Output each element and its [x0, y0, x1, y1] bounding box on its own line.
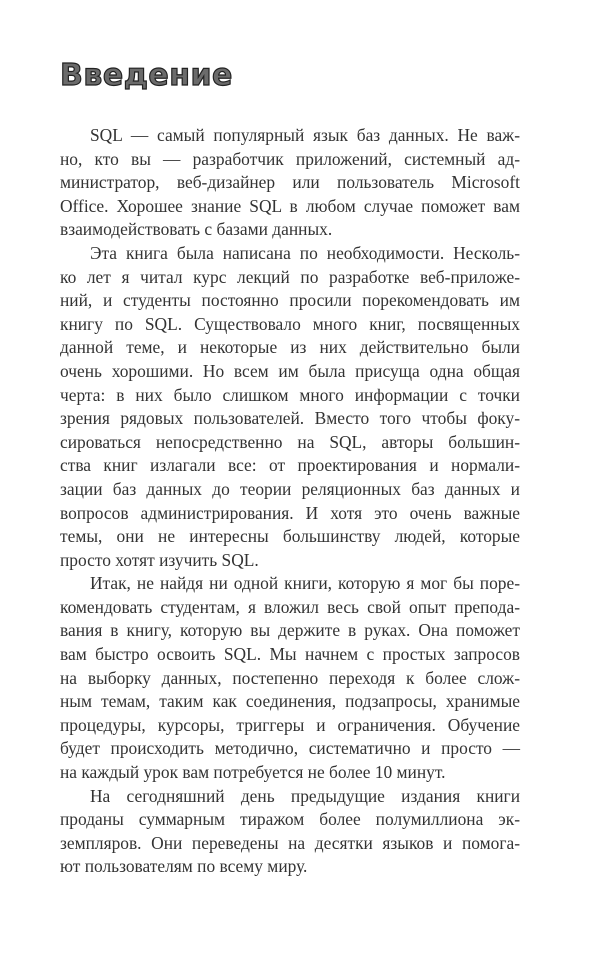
paragraph	[60, 124, 520, 242]
text-line: процедуры, курсоры, триггеры и ограничения. Обучение	[60, 714, 520, 735]
text-line: на каждый урок вам потребуется не более 10 минут.	[60, 762, 446, 783]
text-line: Office. Хорошее знание SQL в любом случае поможет вам	[60, 195, 520, 216]
text-line: ют пользователям по всему миру.	[60, 856, 308, 877]
text-line: вам быстро освоить SQL. Мы начнем с простых запросов	[60, 644, 520, 665]
text-line: комендовать студентам, я вложил весь свой опыт препода-	[60, 596, 520, 617]
text-line: земпляров. Они переведены на десятки языков и помога-	[60, 832, 520, 853]
text-line: зрения рядовых пользователей. Вместо того чтобы фоку-	[60, 408, 520, 429]
text-line: ным темам, таким как соединения, подзапросы, хранимые	[60, 691, 520, 712]
text-line: черта: в них было слишком много информации с точки	[60, 384, 520, 405]
text-line: сироваться непосредственно на SQL, авторы большин-	[60, 431, 520, 452]
text-line: будет происходить методично, систематично и просто —	[60, 738, 520, 759]
text-line: вания в книгу, которую вы держите в руках. Она поможет	[60, 620, 520, 641]
text-line: очень хорошими. Но всем им была присуща одна общая	[60, 360, 520, 381]
text-line: просто хотят изучить SQL.	[60, 549, 259, 570]
text-line: но, кто вы — разработчик приложений, системный ад-	[60, 148, 520, 169]
paragraph	[60, 785, 520, 879]
text-line: На сегодняшний день предыдущие издания книги	[90, 785, 520, 806]
paragraph	[60, 242, 520, 572]
text-line: министратор, веб-дизайнер или пользователь Microsoft	[60, 172, 520, 193]
text-line: ний, и студенты постоянно просили порекомендовать им	[60, 290, 520, 311]
text-line: проданы суммарным тиражом более полумиллиона эк-	[60, 809, 520, 830]
text-line: зации баз данных до теории реляционных баз данных и	[60, 478, 520, 499]
text-line: на выборку данных, постепенно переходя к более слож-	[60, 667, 520, 688]
text-line: темы, они не интересны большинству людей, которые	[60, 526, 520, 547]
text-line: книгу по SQL. Существовало много книг, посвященных	[60, 313, 520, 334]
text-line: данной теме, и некоторые из них действительно были	[60, 337, 520, 358]
text-line: взаимодействовать с базами данных.	[60, 219, 333, 240]
text-line: Эта книга была написана по необходимости. Несколь-	[90, 242, 520, 263]
body-text	[60, 124, 520, 879]
page-title: Введение	[60, 58, 233, 93]
paragraph	[60, 572, 520, 784]
text-line: Итак, не найдя ни одной книги, которую я мог бы поре-	[90, 573, 520, 594]
text-line: вопросов администрирования. И хотя это очень важные	[60, 502, 520, 523]
text-line: SQL — самый популярный язык баз данных. Не важ-	[90, 125, 520, 145]
text-line: ко лет я читал курс лекций по разработке веб-приложе-	[60, 266, 520, 287]
text-line: ства книг излагали все: от проектирования и нормали-	[60, 455, 520, 476]
